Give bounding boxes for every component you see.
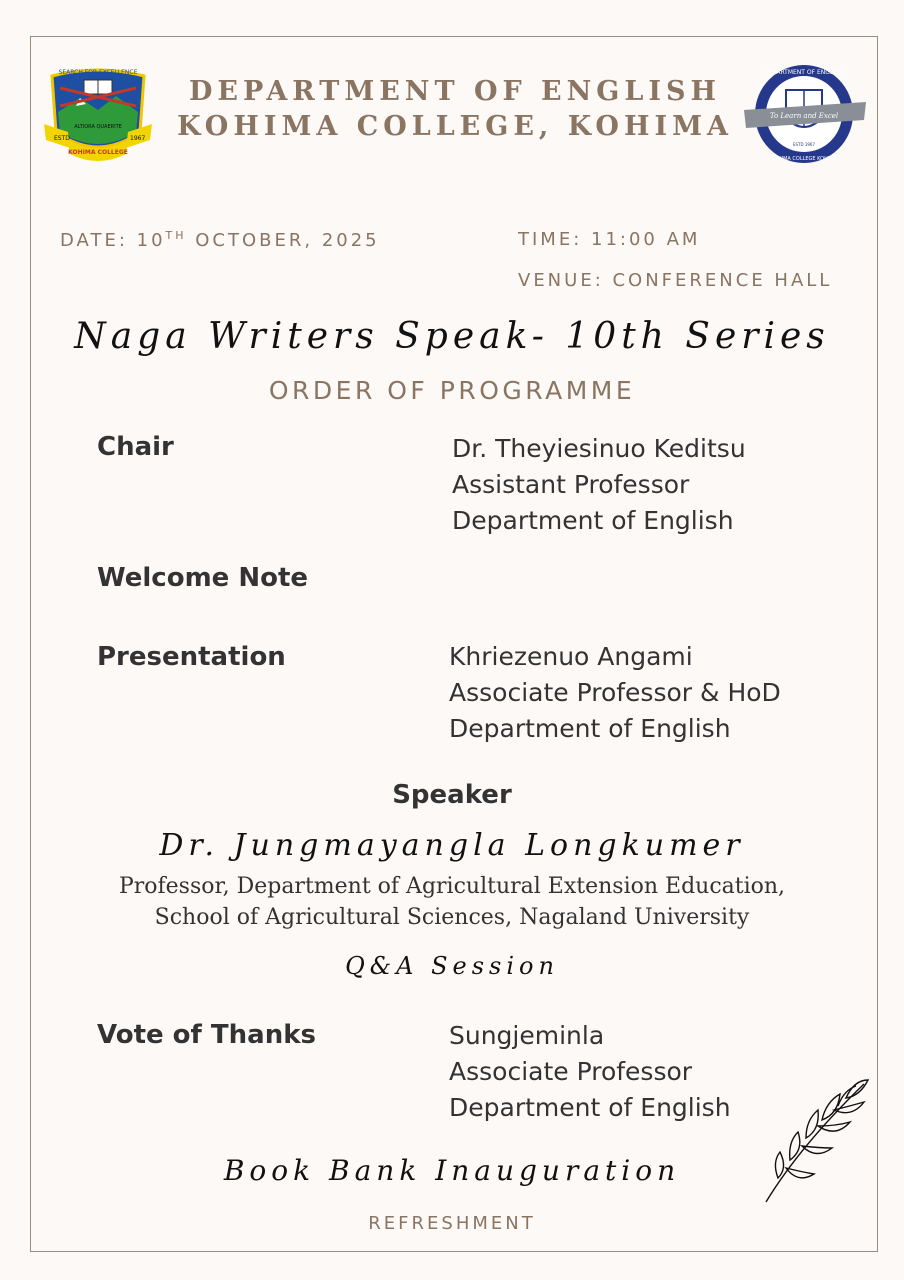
chair-info: Dr. Theyiesinuo Keditsu Assistant Professor Department of English (452, 434, 746, 535)
book-bank-inauguration: Book Bank Inauguration (223, 1154, 681, 1187)
left-logo-top-text: SEARCH FOR EXCELLENCE (58, 69, 138, 76)
refreshment: REFRESHMENT (368, 1213, 536, 1234)
left-logo-name: KOHIMA COLLEGE (68, 149, 128, 156)
college-title: KOHIMA COLLEGE, KOHIMA (177, 111, 733, 142)
left-logo-motto: ALTIORA QUAERITE (74, 124, 122, 130)
programme-heading: ORDER OF PROGRAMME (268, 376, 636, 405)
leaf-branch-icon (760, 1076, 870, 1206)
event-date: DATE: 10TH OCTOBER, 2025 (60, 229, 380, 251)
left-logo-year: 1967 (130, 135, 146, 142)
left-logo-estd: ESTD (54, 135, 70, 142)
right-logo-ribbon: To Learn and Excel (769, 112, 839, 120)
kohima-college-crest-logo (40, 62, 156, 170)
vote-of-thanks-info: Sungjeminla Associate Professor Department of English (449, 1021, 731, 1122)
welcome-note-label: Welcome Note (97, 563, 309, 593)
event-time: TIME: 11:00 AM (518, 229, 701, 250)
right-logo-top-text: DEPARTMENT OF ENGLISH (764, 69, 844, 76)
event-title: Naga Writers Speak- 10th Series (74, 316, 830, 357)
right-logo-bottom-text: KOHIMA COLLEGE KOHIMA (770, 156, 838, 162)
speaker-label: Speaker (392, 780, 512, 810)
qa-session: Q&A Session (345, 952, 559, 980)
event-venue: VENUE: CONFERENCE HALL (518, 270, 833, 291)
english-department-seal-logo (744, 62, 866, 166)
department-title: DEPARTMENT OF ENGLISH (188, 76, 721, 107)
vote-of-thanks-label: Vote of Thanks (97, 1020, 316, 1050)
presentation-label: Presentation (97, 642, 286, 672)
speaker-name: Dr. Jungmayangla Longkumer (159, 828, 745, 863)
chair-label: Chair (97, 432, 174, 462)
speaker-description: Professor, Department of Agricultural Extension Education, School of Agricultural Sciences, Nagaland University (118, 874, 786, 930)
presentation-info: Khriezenuo Angami Associate Professor & HoD Department of English (449, 642, 781, 743)
right-logo-estd: ESTD 1967 (792, 142, 816, 147)
